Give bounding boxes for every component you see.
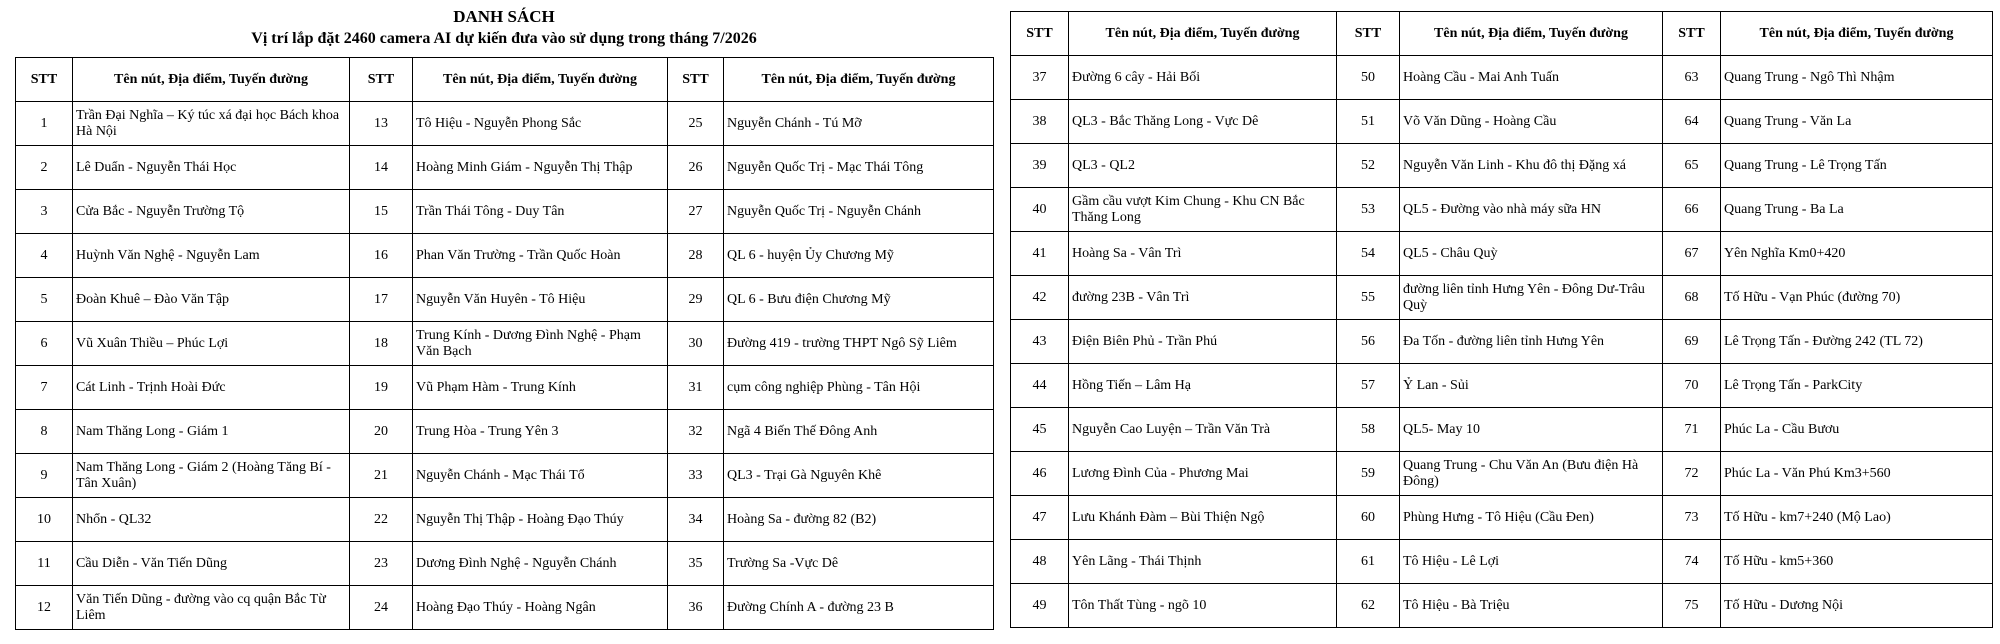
stt-cell: 23 — [350, 542, 413, 586]
table-row — [1011, 56, 1993, 100]
location-cell: Nguyễn Chánh - Tú Mỡ — [724, 102, 994, 146]
location-cell: Tố Hữu - km5+360 — [1721, 540, 1993, 584]
location-cell: Hoàng Sa - Vân Trì — [1069, 232, 1337, 276]
location-cell: QL 6 - Bưu điện Chương Mỹ — [724, 278, 994, 322]
camera-location-table-right — [1010, 11, 1993, 628]
table-row — [1011, 276, 1993, 320]
location-cell: Vũ Phạm Hàm - Trung Kính — [413, 366, 668, 410]
stt-cell: 27 — [668, 190, 724, 234]
stt-cell: 72 — [1663, 452, 1721, 496]
location-cell: Đường Chính A - đường 23 B — [724, 586, 994, 630]
location-cell: Tô Hiệu - Lê Lợi — [1400, 540, 1663, 584]
location-cell: Trần Đại Nghĩa – Ký túc xá đại học Bách khoa Hà Nội — [73, 102, 350, 146]
stt-cell: 50 — [1337, 56, 1400, 100]
location-cell: Ngã 4 Biến Thế Đông Anh — [724, 410, 994, 454]
stt-cell: 33 — [668, 454, 724, 498]
location-cell: Trường Sa -Vực Dê — [724, 542, 994, 586]
location-cell: QL5 - Đường vào nhà máy sữa HN — [1400, 188, 1663, 232]
stt-cell: 62 — [1337, 584, 1400, 628]
location-cell: Tôn Thất Tùng - ngõ 10 — [1069, 584, 1337, 628]
table-header-row — [16, 58, 994, 102]
stt-cell: 1 — [16, 102, 73, 146]
stt-cell: 9 — [16, 454, 73, 498]
location-cell: Nhổn - QL32 — [73, 498, 350, 542]
location-cell: Quang Trung - Chu Văn An (Bưu điện Hà Đông) — [1400, 452, 1663, 496]
stt-cell: 48 — [1011, 540, 1069, 584]
location-cell: Nam Thăng Long - Giám 2 (Hoàng Tăng Bí - Tân Xuân) — [73, 454, 350, 498]
location-cell: Nguyễn Cao Luyện – Trần Văn Trà — [1069, 408, 1337, 452]
table-row — [16, 454, 994, 498]
stt-cell: 55 — [1337, 276, 1400, 320]
location-cell: QL3 - QL2 — [1069, 144, 1337, 188]
table-row — [16, 542, 994, 586]
location-cell: QL5 - Châu Quỳ — [1400, 232, 1663, 276]
stt-cell: 24 — [350, 586, 413, 630]
location-cell: Tô Hiệu - Bà Triệu — [1400, 584, 1663, 628]
location-cell: Hoàng Cầu - Mai Anh Tuấn — [1400, 56, 1663, 100]
table-row — [16, 410, 994, 454]
location-cell: Quang Trung - Lê Trọng Tấn — [1721, 144, 1993, 188]
stt-cell: 41 — [1011, 232, 1069, 276]
location-cell: Phúc La - Văn Phú Km3+560 — [1721, 452, 1993, 496]
table-row — [16, 190, 994, 234]
table-row — [1011, 540, 1993, 584]
location-cell: Nguyễn Chánh - Mạc Thái Tổ — [413, 454, 668, 498]
stt-cell: 39 — [1011, 144, 1069, 188]
location-cell: Điện Biên Phủ - Trần Phú — [1069, 320, 1337, 364]
table-row — [1011, 408, 1993, 452]
stt-cell: 59 — [1337, 452, 1400, 496]
location-cell: Đường 6 cây - Hải Bối — [1069, 56, 1337, 100]
stt-cell: 30 — [668, 322, 724, 366]
stt-cell: 14 — [350, 146, 413, 190]
location-cell: Trung Kính - Dương Đình Nghệ - Phạm Văn Bạch — [413, 322, 668, 366]
stt-cell: 71 — [1663, 408, 1721, 452]
stt-cell: 66 — [1663, 188, 1721, 232]
stt-cell: 37 — [1011, 56, 1069, 100]
stt-header: STT — [16, 58, 73, 102]
table-row — [16, 278, 994, 322]
table-row — [1011, 232, 1993, 276]
table-row — [1011, 188, 1993, 232]
location-cell: Hồng Tiến – Lâm Hạ — [1069, 364, 1337, 408]
table-row — [16, 146, 994, 190]
location-cell: đường liên tỉnh Hưng Yên - Đông Dư-Trâu Quỳ — [1400, 276, 1663, 320]
stt-cell: 32 — [668, 410, 724, 454]
location-cell: Ỷ Lan - Sủi — [1400, 364, 1663, 408]
title-subheading: Vị trí lắp đặt 2460 camera AI dự kiến đưa vào sử dụng trong tháng 7/2026 — [251, 30, 757, 47]
stt-cell: 34 — [668, 498, 724, 542]
table-body-left — [16, 102, 994, 630]
table-row — [1011, 496, 1993, 540]
location-cell: Hoàng Minh Giám - Nguyễn Thị Thập — [413, 146, 668, 190]
location-cell: Nguyễn Văn Huyên - Tô Hiệu — [413, 278, 668, 322]
location-cell: Quang Trung - Ba La — [1721, 188, 1993, 232]
location-cell: Yên Lãng - Thái Thịnh — [1069, 540, 1337, 584]
stt-cell: 69 — [1663, 320, 1721, 364]
stt-cell: 12 — [16, 586, 73, 630]
location-cell: QL 6 - huyện Ủy Chương Mỹ — [724, 234, 994, 278]
location-cell: QL5- May 10 — [1400, 408, 1663, 452]
location-cell: Hoàng Sa - đường 82 (B2) — [724, 498, 994, 542]
stt-cell: 45 — [1011, 408, 1069, 452]
camera-location-table-left — [15, 57, 994, 630]
table-row — [1011, 144, 1993, 188]
location-cell: Phúc La - Cầu Bươu — [1721, 408, 1993, 452]
stt-cell: 5 — [16, 278, 73, 322]
location-cell: Đa Tốn - đường liên tỉnh Hưng Yên — [1400, 320, 1663, 364]
stt-cell: 35 — [668, 542, 724, 586]
stt-cell: 74 — [1663, 540, 1721, 584]
stt-cell: 25 — [668, 102, 724, 146]
stt-header: STT — [1011, 12, 1069, 56]
stt-header: STT — [1663, 12, 1721, 56]
table-row — [16, 234, 994, 278]
location-cell: Võ Văn Dũng - Hoàng Cầu — [1400, 100, 1663, 144]
stt-cell: 65 — [1663, 144, 1721, 188]
location-cell: Tố Hữu - km7+240 (Mộ Lao) — [1721, 496, 1993, 540]
stt-cell: 20 — [350, 410, 413, 454]
location-cell: Nguyễn Quốc Trị - Mạc Thái Tông — [724, 146, 994, 190]
location-cell: Tố Hữu - Dương Nội — [1721, 584, 1993, 628]
location-cell: đường 23B - Vân Trì — [1069, 276, 1337, 320]
stt-cell: 60 — [1337, 496, 1400, 540]
location-cell: Nguyễn Quốc Trị - Nguyễn Chánh — [724, 190, 994, 234]
table-header-row — [1011, 12, 1993, 56]
stt-cell: 29 — [668, 278, 724, 322]
stt-cell: 63 — [1663, 56, 1721, 100]
location-cell: Nam Thăng Long - Giám 1 — [73, 410, 350, 454]
stt-cell: 7 — [16, 366, 73, 410]
stt-cell: 61 — [1337, 540, 1400, 584]
table-row — [16, 102, 994, 146]
location-cell: Quang Trung - Văn La — [1721, 100, 1993, 144]
table-row — [16, 322, 994, 366]
location-cell: Lê Trọng Tấn - Đường 242 (TL 72) — [1721, 320, 1993, 364]
title-heading: DANH SÁCH — [453, 7, 555, 26]
location-cell: Huỳnh Văn Nghệ - Nguyễn Lam — [73, 234, 350, 278]
stt-cell: 22 — [350, 498, 413, 542]
stt-cell: 28 — [668, 234, 724, 278]
location-cell: Trung Hòa - Trung Yên 3 — [413, 410, 668, 454]
location-cell: Vũ Xuân Thiều – Phúc Lợi — [73, 322, 350, 366]
location-cell: Cát Linh - Trịnh Hoài Đức — [73, 366, 350, 410]
location-cell: Tố Hữu - Vạn Phúc (đường 70) — [1721, 276, 1993, 320]
location-header: Tên nút, Địa điểm, Tuyến đường — [413, 58, 668, 102]
stt-cell: 70 — [1663, 364, 1721, 408]
table-row — [1011, 320, 1993, 364]
stt-cell: 43 — [1011, 320, 1069, 364]
location-cell: Lương Đình Của - Phương Mai — [1069, 452, 1337, 496]
location-cell: QL3 - Bắc Thăng Long - Vực Dê — [1069, 100, 1337, 144]
location-cell: Gầm cầu vượt Kim Chung - Khu CN Bắc Thăng Long — [1069, 188, 1337, 232]
stt-cell: 2 — [16, 146, 73, 190]
stt-header: STT — [1337, 12, 1400, 56]
stt-cell: 58 — [1337, 408, 1400, 452]
stt-cell: 56 — [1337, 320, 1400, 364]
location-cell: Đường 419 - trường THPT Ngô Sỹ Liêm — [724, 322, 994, 366]
stt-cell: 4 — [16, 234, 73, 278]
location-cell: Lưu Khánh Đàm – Bùi Thiện Ngộ — [1069, 496, 1337, 540]
document-title — [15, 6, 993, 50]
stt-cell: 36 — [668, 586, 724, 630]
stt-cell: 19 — [350, 366, 413, 410]
stt-cell: 17 — [350, 278, 413, 322]
location-cell: Quang Trung - Ngô Thì Nhậm — [1721, 56, 1993, 100]
stt-cell: 18 — [350, 322, 413, 366]
location-cell: Dương Đình Nghệ - Nguyễn Chánh — [413, 542, 668, 586]
stt-cell: 11 — [16, 542, 73, 586]
table-row — [1011, 452, 1993, 496]
stt-cell: 31 — [668, 366, 724, 410]
table-row — [1011, 584, 1993, 628]
stt-cell: 49 — [1011, 584, 1069, 628]
stt-cell: 21 — [350, 454, 413, 498]
stt-cell: 26 — [668, 146, 724, 190]
stt-cell: 15 — [350, 190, 413, 234]
stt-cell: 42 — [1011, 276, 1069, 320]
stt-cell: 73 — [1663, 496, 1721, 540]
stt-cell: 57 — [1337, 364, 1400, 408]
table-row — [16, 586, 994, 630]
location-header: Tên nút, Địa điểm, Tuyến đường — [1069, 12, 1337, 56]
stt-cell: 64 — [1663, 100, 1721, 144]
location-cell: Văn Tiến Dũng - đường vào cq quận Bắc Từ Liêm — [73, 586, 350, 630]
location-cell: Phùng Hưng - Tô Hiệu (Cầu Đen) — [1400, 496, 1663, 540]
location-header: Tên nút, Địa điểm, Tuyến đường — [724, 58, 994, 102]
location-cell: Cầu Diễn - Văn Tiến Dũng — [73, 542, 350, 586]
stt-cell: 10 — [16, 498, 73, 542]
location-cell: Phan Văn Trường - Trần Quốc Hoàn — [413, 234, 668, 278]
location-cell: Nguyễn Văn Linh - Khu đô thị Đặng xá — [1400, 144, 1663, 188]
stt-cell: 40 — [1011, 188, 1069, 232]
stt-cell: 8 — [16, 410, 73, 454]
stt-header: STT — [350, 58, 413, 102]
location-cell: QL3 - Trại Gà Nguyên Khê — [724, 454, 994, 498]
location-cell: Cửa Bắc - Nguyễn Trường Tộ — [73, 190, 350, 234]
stt-header: STT — [668, 58, 724, 102]
stt-cell: 75 — [1663, 584, 1721, 628]
location-cell: Nguyễn Thị Thập - Hoàng Đạo Thúy — [413, 498, 668, 542]
location-cell: Hoàng Đạo Thúy - Hoàng Ngân — [413, 586, 668, 630]
location-header: Tên nút, Địa điểm, Tuyến đường — [73, 58, 350, 102]
location-cell: Yên Nghĩa Km0+420 — [1721, 232, 1993, 276]
stt-cell: 46 — [1011, 452, 1069, 496]
table-row — [1011, 100, 1993, 144]
stt-cell: 54 — [1337, 232, 1400, 276]
stt-cell: 16 — [350, 234, 413, 278]
stt-cell: 38 — [1011, 100, 1069, 144]
stt-cell: 68 — [1663, 276, 1721, 320]
location-cell: Tô Hiệu - Nguyễn Phong Sắc — [413, 102, 668, 146]
location-cell: Lê Trọng Tấn - ParkCity — [1721, 364, 1993, 408]
stt-cell: 3 — [16, 190, 73, 234]
table-body-right — [1011, 56, 1993, 628]
table-row — [16, 498, 994, 542]
stt-cell: 6 — [16, 322, 73, 366]
location-cell: Trần Thái Tông - Duy Tân — [413, 190, 668, 234]
stt-cell: 53 — [1337, 188, 1400, 232]
stt-cell: 52 — [1337, 144, 1400, 188]
stt-cell: 13 — [350, 102, 413, 146]
table-row — [16, 366, 994, 410]
stt-cell: 67 — [1663, 232, 1721, 276]
location-header: Tên nút, Địa điểm, Tuyến đường — [1721, 12, 1993, 56]
location-cell: cụm công nghiệp Phùng - Tân Hội — [724, 366, 994, 410]
location-cell: Đoàn Khuê – Đào Văn Tập — [73, 278, 350, 322]
stt-cell: 51 — [1337, 100, 1400, 144]
location-cell: Lê Duẩn - Nguyễn Thái Học — [73, 146, 350, 190]
location-header: Tên nút, Địa điểm, Tuyến đường — [1400, 12, 1663, 56]
stt-cell: 47 — [1011, 496, 1069, 540]
stt-cell: 44 — [1011, 364, 1069, 408]
table-row — [1011, 364, 1993, 408]
